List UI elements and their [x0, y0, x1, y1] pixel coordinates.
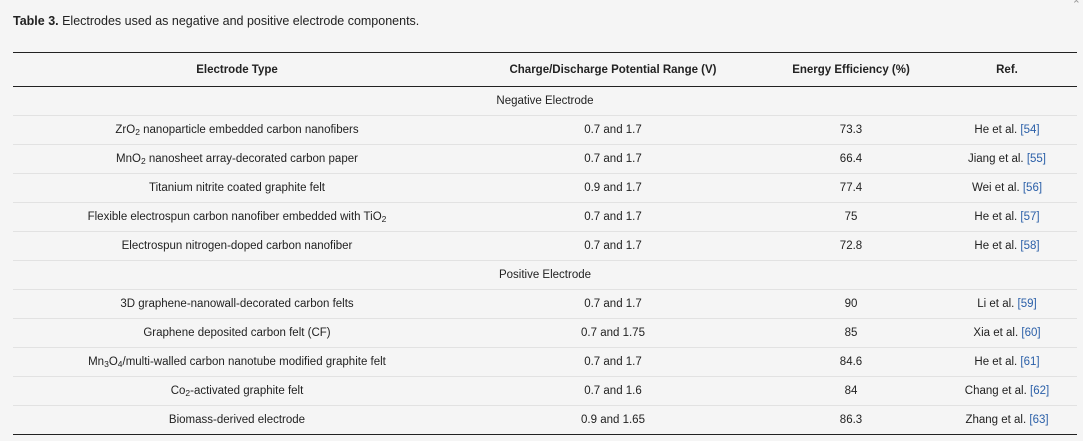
subscript-text: 4 — [117, 359, 123, 369]
subscript-text: 2 — [140, 156, 146, 166]
ref-link[interactable]: [58] — [1020, 240, 1040, 252]
table-caption-label: Table 3. — [13, 14, 59, 28]
section-title: Negative Electrode — [13, 87, 1077, 116]
cell-ref — [937, 203, 1077, 232]
cell-energy-efficiency: 86.3 — [765, 406, 937, 435]
ref-link[interactable]: [54] — [1020, 124, 1040, 136]
electrode-type-text: nanoparticle embedded carbon nanofibers — [139, 124, 359, 136]
electrode-type-text: Biomass-derived electrode — [168, 414, 306, 426]
ref-author: Li et al. — [977, 298, 1018, 310]
ref-link[interactable]: [62] — [1030, 385, 1050, 397]
cell-electrode-type — [13, 174, 461, 203]
cell-potential-range: 0.7 and 1.7 — [461, 116, 765, 145]
cell-potential-range: 0.9 and 1.65 — [461, 406, 765, 435]
table-caption-text: Electrodes used as negative and positive electrode components. — [58, 14, 420, 28]
table-row — [13, 319, 1077, 348]
electrode-type-text: 3D graphene-nanowall-decorated carbon felts — [120, 298, 354, 310]
cell-ref — [937, 319, 1077, 348]
header-ref: Ref. — [996, 63, 1018, 76]
section-row — [13, 261, 1077, 290]
electrode-type-text: -activated graphite felt — [190, 385, 304, 397]
electrode-type-text: Flexible electrospun carbon nanofiber embedded with TiO — [87, 211, 382, 223]
subscript-text: 3 — [104, 359, 109, 369]
table-row — [13, 232, 1077, 261]
ref-author: He et al. — [974, 240, 1021, 252]
subscript-text: 2 — [381, 214, 387, 224]
cell-potential-range: 0.7 and 1.7 — [461, 232, 765, 261]
cell-potential-range: 0.7 and 1.6 — [461, 377, 765, 406]
table-row — [13, 145, 1077, 174]
resize-handle-icon[interactable]: ⌃ — [1071, 0, 1081, 11]
ref-author: He et al. — [974, 356, 1021, 368]
cell-potential-range: 0.7 and 1.7 — [461, 290, 765, 319]
cell-ref — [937, 232, 1077, 261]
electrodes-table — [13, 52, 1077, 435]
ref-author: Jiang et al. — [967, 153, 1027, 165]
electrode-type-text: ZrO — [115, 124, 136, 136]
ref-link[interactable]: [59] — [1017, 298, 1037, 310]
cell-energy-efficiency: 75 — [765, 203, 937, 232]
electrode-type-text: nanosheet array-decorated carbon paper — [145, 153, 358, 165]
table-row — [13, 377, 1077, 406]
section-row — [13, 87, 1077, 116]
cell-electrode-type — [13, 406, 461, 435]
header-potential-range: Charge/Discharge Potential Range (V) — [509, 63, 717, 76]
cell-ref — [937, 406, 1077, 435]
table-body — [13, 87, 1077, 435]
cell-ref — [937, 290, 1077, 319]
ref-link[interactable]: [63] — [1029, 414, 1049, 426]
electrode-type-text: /multi-walled carbon nanotube modified graphite felt — [122, 356, 386, 368]
cell-electrode-type — [13, 290, 461, 319]
table-row — [13, 348, 1077, 377]
table-row — [13, 116, 1077, 145]
cell-energy-efficiency: 84.6 — [765, 348, 937, 377]
subscript-text: 2 — [185, 388, 191, 398]
table-row — [13, 203, 1077, 232]
cell-energy-efficiency: 73.3 — [765, 116, 937, 145]
table-row — [13, 406, 1077, 435]
cell-electrode-type — [13, 348, 461, 377]
cell-ref — [937, 116, 1077, 145]
cell-energy-efficiency: 84 — [765, 377, 937, 406]
electrode-type-text: Electrospun nitrogen-doped carbon nanofiber — [121, 240, 353, 252]
cell-energy-efficiency: 77.4 — [765, 174, 937, 203]
section-title: Positive Electrode — [13, 261, 1077, 290]
ref-author: Wei et al. — [971, 182, 1023, 194]
cell-potential-range: 0.7 and 1.7 — [461, 145, 765, 174]
ref-author: He et al. — [974, 211, 1021, 223]
cell-energy-efficiency: 85 — [765, 319, 937, 348]
electrode-type-text: Titanium nitrite coated graphite felt — [149, 182, 325, 194]
cell-ref — [937, 174, 1077, 203]
ref-link[interactable]: [55] — [1026, 153, 1046, 165]
ref-link[interactable]: [57] — [1020, 211, 1040, 223]
ref-author: Xia et al. — [973, 327, 1022, 339]
cell-energy-efficiency: 90 — [765, 290, 937, 319]
table-header-row — [13, 53, 1077, 87]
cell-potential-range: 0.9 and 1.7 — [461, 174, 765, 203]
cell-electrode-type — [13, 232, 461, 261]
cell-ref — [937, 348, 1077, 377]
cell-electrode-type — [13, 145, 461, 174]
ref-author: Zhang et al. — [965, 414, 1030, 426]
ref-author: Chang et al. — [964, 385, 1031, 397]
cell-potential-range: 0.7 and 1.7 — [461, 203, 765, 232]
electrode-type-text: Co — [170, 385, 186, 397]
ref-link[interactable]: [61] — [1020, 356, 1040, 368]
subscript-text: 2 — [135, 127, 140, 137]
electrode-type-text: MnO — [116, 153, 141, 165]
cell-energy-efficiency: 66.4 — [765, 145, 937, 174]
cell-electrode-type — [13, 203, 461, 232]
table-row — [13, 174, 1077, 203]
cell-electrode-type — [13, 116, 461, 145]
cell-potential-range: 0.7 and 1.7 — [461, 348, 765, 377]
ref-author: He et al. — [974, 124, 1021, 136]
electrode-type-text: Mn — [88, 356, 105, 368]
electrode-type-text: O — [108, 356, 118, 368]
table-caption — [13, 13, 419, 29]
electrode-type-text: Graphene deposited carbon felt (CF) — [143, 327, 331, 339]
header-electrode-type: Electrode Type — [196, 63, 278, 76]
ref-link[interactable]: [60] — [1021, 327, 1041, 339]
cell-ref — [937, 377, 1077, 406]
table-row — [13, 290, 1077, 319]
cell-energy-efficiency: 72.8 — [765, 232, 937, 261]
cell-electrode-type — [13, 377, 461, 406]
header-energy-efficiency: Energy Efficiency (%) — [792, 63, 910, 76]
cell-ref — [937, 145, 1077, 174]
cell-electrode-type — [13, 319, 461, 348]
cell-potential-range: 0.7 and 1.75 — [461, 319, 765, 348]
ref-link[interactable]: [56] — [1022, 182, 1043, 194]
